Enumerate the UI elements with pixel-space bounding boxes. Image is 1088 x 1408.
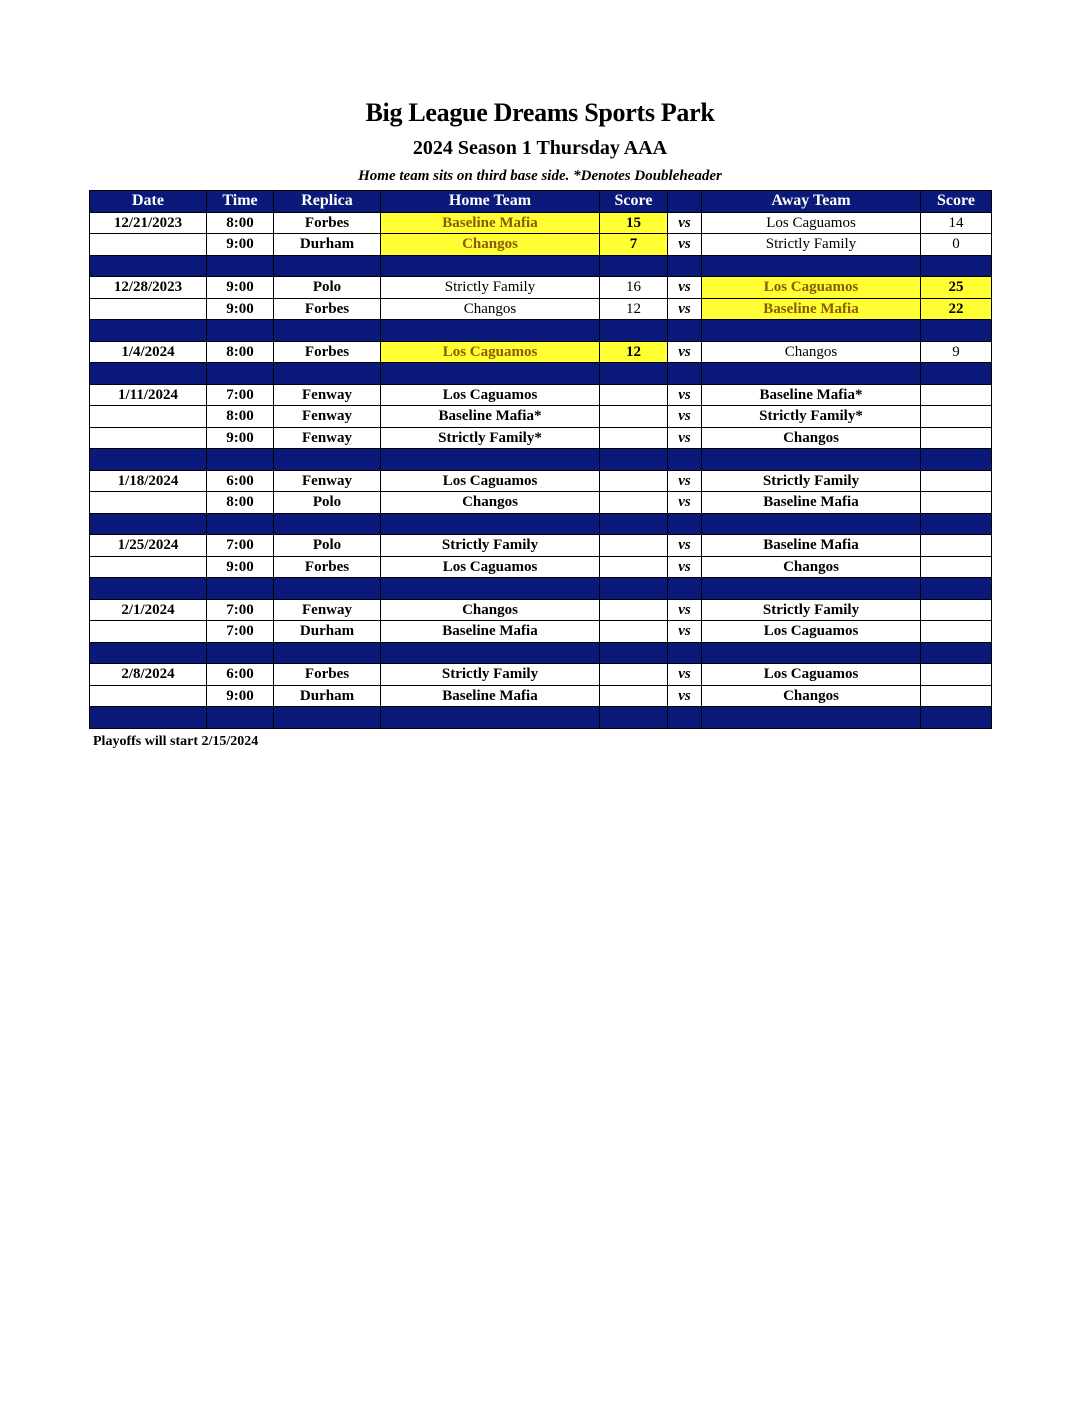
separator-cell: [668, 642, 702, 664]
separator-row: [90, 578, 992, 600]
vs-cell: vs: [668, 406, 702, 428]
separator-cell: [207, 642, 274, 664]
separator-cell: [921, 363, 992, 385]
separator-cell: [207, 707, 274, 729]
away-score-cell: [921, 535, 992, 557]
separator-cell: [90, 578, 207, 600]
home-score-cell: [600, 470, 668, 492]
separator-cell: [702, 642, 921, 664]
replica-cell: Polo: [274, 535, 381, 557]
game-row: [90, 664, 992, 686]
away-score-cell: [921, 556, 992, 578]
vs-cell: vs: [668, 277, 702, 299]
home-score-cell: [600, 492, 668, 514]
date-cell: [90, 492, 207, 514]
doubleheader-note: Home team sits on third base side. *Denotes Doubleheader: [358, 168, 722, 184]
col-away-team-header: Away Team: [702, 191, 921, 213]
home-score-cell: 7: [600, 234, 668, 256]
away-score-cell: 14: [921, 212, 992, 234]
date-cell: [90, 406, 207, 428]
home-team-cell: Strictly Family: [381, 664, 600, 686]
vs-cell: vs: [668, 234, 702, 256]
schedule-table: [89, 190, 992, 729]
separator-cell: [702, 513, 921, 535]
vs-cell: vs: [668, 599, 702, 621]
game-row: [90, 234, 992, 256]
separator-cell: [207, 320, 274, 342]
col-home-team-header: Home Team: [381, 191, 600, 213]
time-cell: 9:00: [207, 298, 274, 320]
separator-cell: [600, 449, 668, 471]
table-header-row: [90, 191, 992, 213]
date-cell: 1/25/2024: [90, 535, 207, 557]
vs-cell: vs: [668, 341, 702, 363]
time-cell: 9:00: [207, 427, 274, 449]
separator-cell: [921, 642, 992, 664]
separator-cell: [702, 449, 921, 471]
away-team-cell: Changos: [702, 341, 921, 363]
away-score-cell: 9: [921, 341, 992, 363]
time-cell: 6:00: [207, 470, 274, 492]
separator-cell: [702, 578, 921, 600]
replica-cell: Forbes: [274, 298, 381, 320]
game-row: [90, 535, 992, 557]
date-cell: [90, 298, 207, 320]
separator-cell: [381, 363, 600, 385]
date-cell: [90, 234, 207, 256]
home-team-cell: Changos: [381, 298, 600, 320]
replica-cell: Durham: [274, 621, 381, 643]
date-cell: [90, 556, 207, 578]
home-team-cell: Baseline Mafia*: [381, 406, 600, 428]
away-score-cell: [921, 664, 992, 686]
home-score-cell: 15: [600, 212, 668, 234]
replica-cell: Fenway: [274, 599, 381, 621]
time-cell: 7:00: [207, 599, 274, 621]
home-team-cell: Strictly Family: [381, 535, 600, 557]
home-score-cell: [600, 406, 668, 428]
separator-cell: [207, 255, 274, 277]
away-team-cell: Strictly Family: [702, 470, 921, 492]
home-score-cell: 12: [600, 298, 668, 320]
away-team-cell: Los Caguamos: [702, 664, 921, 686]
separator-row: [90, 320, 992, 342]
away-team-cell: Changos: [702, 427, 921, 449]
time-cell: 7:00: [207, 621, 274, 643]
separator-cell: [90, 513, 207, 535]
replica-cell: Forbes: [274, 664, 381, 686]
home-team-cell: Baseline Mafia: [381, 685, 600, 707]
home-team-cell: Changos: [381, 234, 600, 256]
replica-cell: Forbes: [274, 341, 381, 363]
separator-cell: [668, 513, 702, 535]
separator-cell: [381, 642, 600, 664]
separator-row: [90, 513, 992, 535]
vs-cell: vs: [668, 621, 702, 643]
col-time-header: Time: [207, 191, 274, 213]
date-cell: 2/1/2024: [90, 599, 207, 621]
away-score-cell: [921, 621, 992, 643]
separator-cell: [274, 707, 381, 729]
separator-cell: [921, 513, 992, 535]
vs-cell: vs: [668, 664, 702, 686]
separator-cell: [381, 707, 600, 729]
separator-cell: [90, 642, 207, 664]
page-subtitle: 2024 Season 1 Thursday AAA: [412, 137, 668, 159]
time-cell: 8:00: [207, 341, 274, 363]
col-away-score-header: Score: [921, 191, 992, 213]
separator-cell: [381, 320, 600, 342]
separator-cell: [207, 513, 274, 535]
home-team-cell: Los Caguamos: [381, 470, 600, 492]
time-cell: 7:00: [207, 384, 274, 406]
date-cell: [90, 685, 207, 707]
replica-cell: Fenway: [274, 427, 381, 449]
game-row: [90, 556, 992, 578]
separator-cell: [274, 255, 381, 277]
replica-cell: Fenway: [274, 470, 381, 492]
time-cell: 9:00: [207, 685, 274, 707]
home-score-cell: [600, 535, 668, 557]
away-team-cell: Baseline Mafia*: [702, 384, 921, 406]
away-team-cell: Los Caguamos: [702, 621, 921, 643]
away-score-cell: 22: [921, 298, 992, 320]
playoffs-note: Playoffs will start 2/15/2024: [93, 734, 259, 749]
separator-cell: [600, 642, 668, 664]
game-row: [90, 621, 992, 643]
col-home-score-header: Score: [600, 191, 668, 213]
game-row: [90, 341, 992, 363]
game-row: [90, 277, 992, 299]
separator-cell: [274, 320, 381, 342]
game-row: [90, 427, 992, 449]
home-team-cell: Changos: [381, 492, 600, 514]
game-row: [90, 599, 992, 621]
vs-cell: vs: [668, 427, 702, 449]
away-score-cell: 0: [921, 234, 992, 256]
time-cell: 8:00: [207, 406, 274, 428]
date-cell: 1/11/2024: [90, 384, 207, 406]
separator-cell: [668, 449, 702, 471]
away-team-cell: Baseline Mafia: [702, 298, 921, 320]
vs-cell: vs: [668, 298, 702, 320]
game-row: [90, 298, 992, 320]
game-row: [90, 685, 992, 707]
away-score-cell: [921, 685, 992, 707]
separator-cell: [207, 578, 274, 600]
game-row: [90, 470, 992, 492]
schedule-body: [90, 212, 992, 728]
replica-cell: Durham: [274, 685, 381, 707]
home-score-cell: 16: [600, 277, 668, 299]
time-cell: 8:00: [207, 492, 274, 514]
separator-cell: [274, 578, 381, 600]
home-score-cell: [600, 384, 668, 406]
game-row: [90, 492, 992, 514]
away-team-cell: Los Caguamos: [702, 277, 921, 299]
separator-cell: [600, 320, 668, 342]
time-cell: 9:00: [207, 556, 274, 578]
col-vs-header: [668, 191, 702, 213]
home-score-cell: [600, 621, 668, 643]
separator-cell: [702, 320, 921, 342]
home-team-cell: Strictly Family: [381, 277, 600, 299]
separator-cell: [921, 707, 992, 729]
time-cell: 9:00: [207, 277, 274, 299]
vs-cell: vs: [668, 535, 702, 557]
time-cell: 6:00: [207, 664, 274, 686]
replica-cell: Fenway: [274, 406, 381, 428]
game-row: [90, 212, 992, 234]
vs-cell: vs: [668, 556, 702, 578]
home-score-cell: [600, 427, 668, 449]
separator-cell: [207, 363, 274, 385]
home-score-cell: [600, 556, 668, 578]
separator-cell: [921, 320, 992, 342]
separator-cell: [274, 642, 381, 664]
separator-cell: [600, 513, 668, 535]
separator-cell: [381, 255, 600, 277]
separator-cell: [921, 449, 992, 471]
separator-cell: [600, 578, 668, 600]
separator-cell: [702, 707, 921, 729]
game-row: [90, 384, 992, 406]
home-team-cell: Los Caguamos: [381, 384, 600, 406]
replica-cell: Fenway: [274, 384, 381, 406]
separator-cell: [381, 513, 600, 535]
home-team-cell: Baseline Mafia: [381, 621, 600, 643]
home-score-cell: [600, 664, 668, 686]
away-team-cell: Los Caguamos: [702, 212, 921, 234]
vs-cell: vs: [668, 492, 702, 514]
replica-cell: Durham: [274, 234, 381, 256]
away-team-cell: Strictly Family: [702, 599, 921, 621]
separator-cell: [600, 707, 668, 729]
separator-row: [90, 255, 992, 277]
separator-row: [90, 363, 992, 385]
separator-cell: [90, 707, 207, 729]
separator-cell: [381, 578, 600, 600]
replica-cell: Forbes: [274, 556, 381, 578]
date-cell: [90, 427, 207, 449]
away-team-cell: Strictly Family*: [702, 406, 921, 428]
date-cell: 12/21/2023: [90, 212, 207, 234]
away-team-cell: Changos: [702, 556, 921, 578]
replica-cell: Forbes: [274, 212, 381, 234]
time-cell: 9:00: [207, 234, 274, 256]
away-team-cell: Baseline Mafia: [702, 535, 921, 557]
separator-cell: [381, 449, 600, 471]
away-score-cell: [921, 384, 992, 406]
separator-cell: [668, 578, 702, 600]
separator-row: [90, 642, 992, 664]
vs-cell: vs: [668, 685, 702, 707]
away-score-cell: [921, 492, 992, 514]
home-score-cell: 12: [600, 341, 668, 363]
away-score-cell: [921, 470, 992, 492]
separator-cell: [274, 363, 381, 385]
separator-cell: [600, 363, 668, 385]
away-score-cell: 25: [921, 277, 992, 299]
home-team-cell: Changos: [381, 599, 600, 621]
page-title: Big League Dreams Sports Park: [365, 98, 715, 127]
home-score-cell: [600, 685, 668, 707]
away-score-cell: [921, 599, 992, 621]
separator-cell: [90, 255, 207, 277]
separator-row: [90, 449, 992, 471]
col-replica-header: Replica: [274, 191, 381, 213]
separator-cell: [207, 449, 274, 471]
away-score-cell: [921, 406, 992, 428]
date-cell: 1/4/2024: [90, 341, 207, 363]
separator-cell: [274, 513, 381, 535]
home-team-cell: Strictly Family*: [381, 427, 600, 449]
separator-cell: [90, 320, 207, 342]
date-cell: 1/18/2024: [90, 470, 207, 492]
separator-cell: [668, 363, 702, 385]
separator-cell: [921, 255, 992, 277]
separator-cell: [274, 449, 381, 471]
separator-row: [90, 707, 992, 729]
separator-cell: [90, 363, 207, 385]
home-score-cell: [600, 599, 668, 621]
date-cell: 12/28/2023: [90, 277, 207, 299]
separator-cell: [702, 255, 921, 277]
time-cell: 7:00: [207, 535, 274, 557]
separator-cell: [921, 578, 992, 600]
separator-cell: [668, 320, 702, 342]
replica-cell: Polo: [274, 492, 381, 514]
home-team-cell: Los Caguamos: [381, 556, 600, 578]
vs-cell: vs: [668, 212, 702, 234]
away-team-cell: Strictly Family: [702, 234, 921, 256]
vs-cell: vs: [668, 384, 702, 406]
away-team-cell: Baseline Mafia: [702, 492, 921, 514]
date-cell: 2/8/2024: [90, 664, 207, 686]
home-team-cell: Baseline Mafia: [381, 212, 600, 234]
time-cell: 8:00: [207, 212, 274, 234]
separator-cell: [90, 449, 207, 471]
separator-cell: [668, 255, 702, 277]
separator-cell: [600, 255, 668, 277]
away-team-cell: Changos: [702, 685, 921, 707]
col-date-header: Date: [90, 191, 207, 213]
separator-cell: [668, 707, 702, 729]
replica-cell: Polo: [274, 277, 381, 299]
vs-cell: vs: [668, 470, 702, 492]
game-row: [90, 406, 992, 428]
away-score-cell: [921, 427, 992, 449]
date-cell: [90, 621, 207, 643]
home-team-cell: Los Caguamos: [381, 341, 600, 363]
separator-cell: [702, 363, 921, 385]
